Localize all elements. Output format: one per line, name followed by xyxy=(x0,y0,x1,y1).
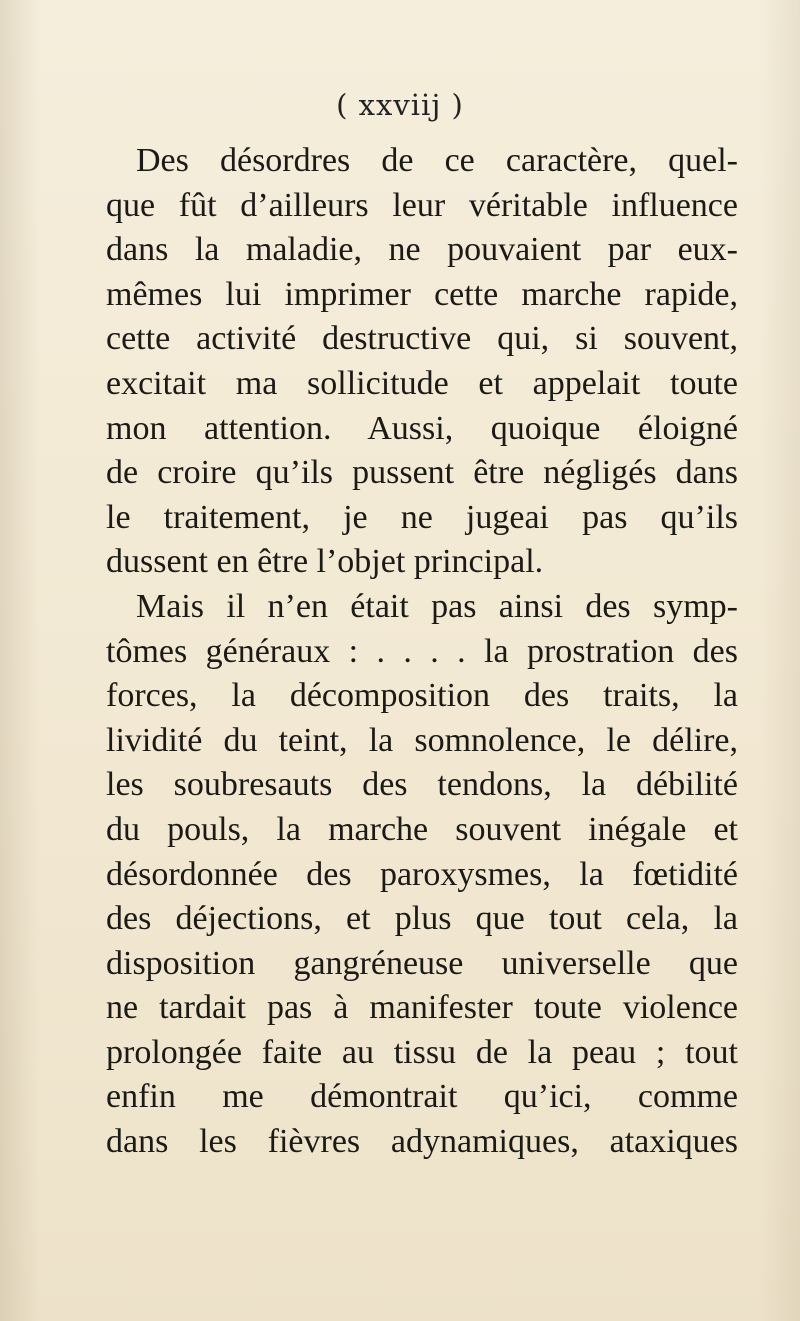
text-line: tômes généraux : . . . . la prostration des xyxy=(106,632,738,670)
text-line: Mais il n’en était pas ainsi des symp- xyxy=(136,587,738,625)
text-line: désordonnée des paroxysmes, la fœtidité xyxy=(106,855,738,893)
text-line: disposition gangréneuse universelle que xyxy=(106,944,738,982)
text-line: dans la maladie, ne pouvaient par eux- xyxy=(106,231,738,269)
text-line: forces, la décomposition des traits, la xyxy=(106,677,738,715)
text-line: que fût d’ailleurs leur véritable influence xyxy=(106,186,738,224)
text-line: Des désordres de ce caractère, quel- xyxy=(136,142,738,179)
text-line: des déjections, et plus que tout cela, la xyxy=(106,900,738,938)
text-line: prolongée faite au tissu de la peau ; tout xyxy=(106,1033,738,1071)
text-line: le traitement, je ne jugeai pas qu’ils xyxy=(106,498,738,536)
text-line: mêmes lui imprimer cette marche rapide, xyxy=(106,275,738,313)
text-line: mon attention. Aussi, quoique éloigné xyxy=(106,409,738,447)
text-line: de croire qu’ils pussent être négligés dans xyxy=(106,454,738,492)
page-number-header: ( xxviij ) xyxy=(336,88,464,122)
text-line: les soubresauts des tendons, la débilité xyxy=(106,766,738,804)
text-line: ne tardait pas à manifester toute violence xyxy=(106,989,738,1027)
text-line: dans les fièvres adynamiques, ataxiques xyxy=(106,1123,738,1161)
text-line: du pouls, la marche souvent inégale et xyxy=(106,810,738,848)
page-edge-shadow xyxy=(0,0,40,1321)
text-line: lividité du teint, la somnolence, le délire, xyxy=(106,721,738,759)
body-text xyxy=(106,139,738,1165)
text-line: cette activité destructive qui, si souvent, xyxy=(106,320,738,358)
text-line: enfin me démontrait qu’ici, comme xyxy=(106,1078,738,1116)
text-line: dussent en être l’objet principal. xyxy=(106,543,544,581)
text-line: excitait ma sollicitude et appelait toute xyxy=(106,364,738,402)
